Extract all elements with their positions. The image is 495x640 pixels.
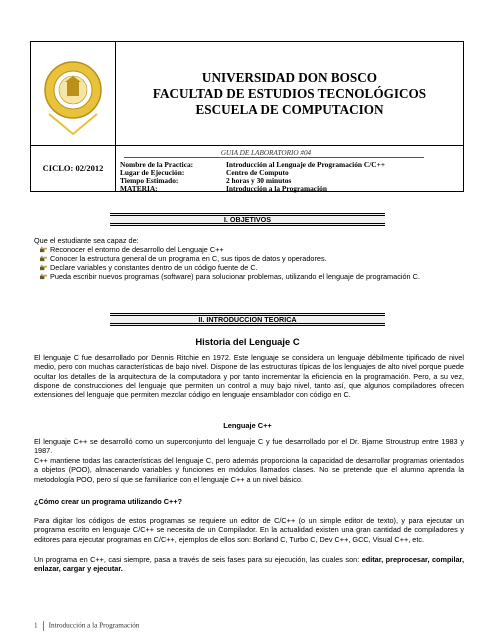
header-table [30,41,464,192]
hand-pointer-icon [40,264,47,271]
info-row-tiempo: Tiempo Estimado: 2 horas y 30 minutos [120,176,292,185]
question-heading: ¿Cómo crear un programa utilizando C++? [34,497,182,506]
footer-text: Introducción a la Programación [48,621,140,630]
paragraph-historia: El lenguaje C fue desarrollado por Dennis Ritchie en 1972. Este lenguaje se considera un lenguaje débilmente tipificado de nivel medio, pero con muchas características de bajo nivel. Dispone de las estructuras típicas de los lenguajes de alto nivel porque puede ocultar los detalles de la arquitectura de la computadora y por tanto incrementar la eficiencia en la programación. Pero, a su vez, dispone de construcciones del lenguaje que permiten un control a muy bajo nivel, tanto así, que algunos compiladores ofrecen extensiones del lenguaje que permiten mezclar código en lenguaje ensamblador con código en C. [34,353,464,400]
guia-rule [124,157,424,158]
paragraph-fases: Un programa en C++, casi siempre, pasa a través de seis fases para su ejecución, las cuales son: editar, preprocesar, compilar, enlazar, cargar y ejecutar. [34,555,464,574]
page-number: 1 [34,621,38,630]
title-line-1: UNIVERSIDAD DON BOSCO [201,69,378,85]
section-introduccion-header: II. INTRODUCCION TEORICA [110,313,385,326]
footer-separator [43,621,44,631]
objetivos-intro: Que el estudiante sea capaz de: [34,236,139,245]
paragraph-editor: Para digitar los códigos de estos programas se requiere un editor de C/C++ (o un simple editor de texto), y para ejecutar un programa escrito en lenguaje C/C++ se necesita de un Compilador. En la actualidad existen una gran cantidad de compiladores y editores para ejecutar programas en C/C++, ejemplos de ellos son: Borland C, Turbo C, Dev C++, GCC, Visual C++, etc. [34,516,464,544]
info-row-materia: MATERIA: Introducción a la Programación [120,184,327,193]
university-seal-icon [43,52,103,136]
subtitle-cpp: Lenguaje C++ [223,421,272,430]
page-footer [34,621,139,631]
subtitle-historia: Historia del Lenguaje C [195,336,300,347]
hand-pointer-icon [40,273,47,280]
title-cell [116,42,463,146]
hand-pointer-icon [40,246,47,253]
info-row-practica: Nombre de la Practica: Introducción al Lenguaje de Programación C/C++ [120,160,386,169]
hand-pointer-icon [40,255,47,262]
paragraph-cpp-2: C++ mantiene todas las características del lenguaje C, pero además proporciona la capacidad de desarrollar programas orientados a objetos (POO), almacenando variables y funciones en módulos llamados clases. No se pretende que el alumno aprenda la metodología POO, pero sí que se familiarice con el lenguaje C++ a un nivel básico. [34,456,464,484]
guia-label: GUIA DE LABORATORIO #04 [220,149,312,157]
info-row-lugar: Lugar de Ejecución: Centro de Computo [120,168,289,177]
title-line-2: FACULTAD DE ESTUDIOS TECNOLÓGICOS [152,85,427,101]
paragraph-cpp-1: El lenguaje C++ se desarrolló como un superconjunto del lenguaje C y fue desarrollado por el Dr. Bjarne Stroustrup entre 1983 y 1987. [34,437,464,456]
section-objetivos-header: I. OBJETIVOS [110,213,385,226]
title-line-3: ESCUELA DE COMPUTACION [195,101,384,117]
ciclo-cell [31,145,116,191]
ciclo-text: CICLO: 02/2012 [42,163,104,173]
document-page: UNIVERSIDAD DON BOSCO FACULTAD DE ESTUDIOS TECNOLÓGICOS ESCUELA DE COMPUTACION CICLO: 02/2012 GUIA DE LABORATORIO #04 Nombre de la Practica: Introducción al Lenguaje de Programación C/C++ Lugar de Ejecución: Centro de Computo Tiempo Estimado: 2 horas y 30 minutos MATERIA: Introducción a la Programación I. OBJETIVOS Que el estudiante sea capaz de: Reconocer el entorno de desarrollo del Lenguaje C++ Conocer la estructura general de un programa en C, sus tipos de datos y operadores. Declare variables y constantes dentro de un código fuente de C. Pueda escribir nuevos programas (software) para solucionar problemas, utilizando el lenguaje de programación C. II. INTRODUCCION TEORICA Historia del Lenguaje C El lenguaje C fue desarrollado por Dennis Ritchie en 1972. Este lenguaje se considera un lenguaje débilmente tipificado de nivel medio, pero con muchas características de bajo nivel. Dispone de las estructuras típicas de los lenguajes de alto nivel porque puede ocultar los detalles de la arquitectura de la computadora y por tanto incrementar la eficiencia en la programación. Pero, a su vez, dispone de construcciones del lenguaje que permiten un control a muy bajo nivel, tanto así, que algunos compiladores ofrecen extensiones del lenguaje que permiten mezclar código en lenguaje ensamblador con código en C. Lenguaje C++ El lenguaje C++ se desarrolló como un superconjunto del lenguaje C y fue desarrollado por el Dr. Bjarne Stroustrup entre 1983 y 1987. C++ mantiene todas las características del lenguaje C, pero además proporciona la capacidad de desarrollar programas orientados a objetos (POO), almacenando variables y funciones en módulos llamados clases. No se pretende que el alumno aprenda la metodología POO, pero sí que se familiarice con el lenguaje C++ a un nivel básico. ¿Cómo crear un programa utilizando C++? Para digitar los códigos de estos programas se requiere un editor de C/C++ (o un simple editor de texto), y para ejecutar un programa escrito en lenguaje C/C++ se necesita de un Compilador. En la actualidad existen una gran cantidad de compiladores y editores para ejecutar programas en C/C++, ejemplos de ellos son: Borland C, Turbo C, Dev C++, GCC, Visual C++, etc. Un programa en C++, casi siempre, pasa a través de seis fases para su ejecución, las cuales son: editar, preprocesar, compilar, enlazar, cargar y ejecutar. 1 Introducción a la Programación [0,0,495,640]
info-cell [116,145,463,191]
logo-cell [31,42,116,146]
